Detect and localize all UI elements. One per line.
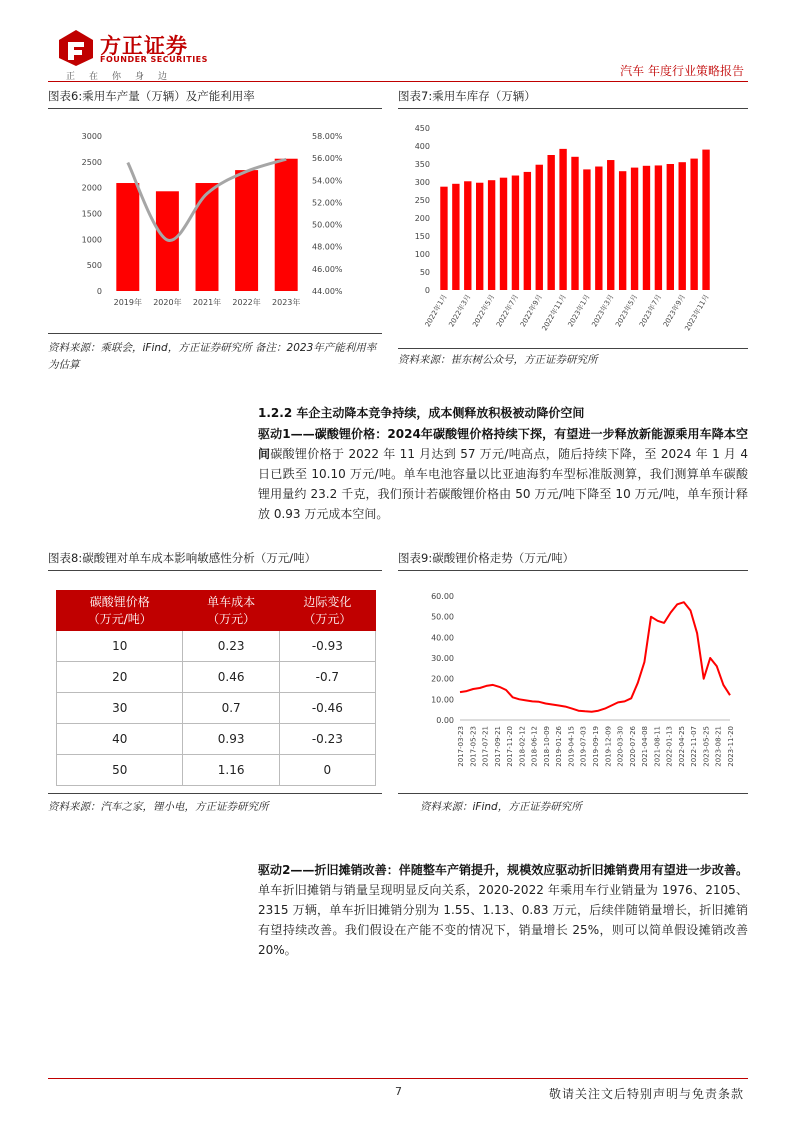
fig9-xtick: 2018-06-12 — [530, 726, 539, 767]
fig9-ytick: 40.00 — [431, 633, 454, 643]
fig6-ytick-left: 2000 — [81, 183, 102, 193]
fig6-ytick-right: 56.00% — [312, 154, 343, 164]
fig9-xtick: 2019-09-19 — [592, 726, 600, 767]
fig9-xtick: 2019-07-03 — [579, 726, 588, 767]
fig7-title: 图表7:乘用车库存（万辆） — [398, 89, 536, 103]
driver1-body: 碳酸锂价格于 2022 年 11 月达到 57 万元/吨高点，随后持续下降，至 2024 年 1 月 4 日已跌至 10.10 万元/吨。单车电池容量以比亚迪海豹车型标准版测算，我们测算单车碳酸锂用量约 23.2 千克，我们预计若碳酸锂价格由 50 万元/吨下降至 10 万元/吨，单车预计释放 0.93 万元成本空间。 — [258, 447, 748, 521]
fig7-bar — [440, 187, 447, 290]
fig7-xtick: 2022年7月 — [495, 293, 521, 329]
fig9-xtick: 2018-02-12 — [518, 726, 527, 767]
fig6-bar — [235, 170, 258, 291]
fig6-xtick: 2023年 — [272, 298, 301, 307]
table-row: 50 1.16 0 — [57, 755, 376, 786]
fig6-ytick-left: 0 — [96, 287, 102, 296]
fig9-ytick: 50.00 — [431, 612, 454, 622]
fig9-xtick: 2022-01-13 — [665, 726, 674, 767]
fig7-bar — [667, 164, 674, 290]
fig9-xtick: 2021-04-08 — [641, 726, 650, 767]
fig7-xtick: 2023年11月 — [683, 293, 711, 333]
fig8-source-rule — [48, 793, 382, 794]
section-title: 1.2.2 车企主动降本竞争持续，成本侧释放积极被动降价空间 — [258, 406, 585, 420]
fig7-bar — [452, 184, 459, 290]
driver2-paragraph — [258, 860, 748, 960]
fig7-bar — [536, 165, 543, 290]
fig7-bar — [679, 162, 686, 290]
fig9-title: 图表9:碳酸锂价格走势（万元/吨） — [398, 551, 575, 565]
fig7-ytick: 250 — [414, 196, 430, 205]
fig9-chart — [398, 584, 748, 789]
fig7-ytick: 50 — [419, 268, 430, 277]
fig6-bar — [275, 159, 298, 291]
fig7-bar — [702, 150, 709, 290]
fig7-bar — [655, 165, 662, 290]
fig9-ytick: 10.00 — [431, 695, 454, 705]
footer-disclaimer: 敬请关注文后特别声明与免责条款 — [548, 1087, 744, 1101]
driver2-body: 单车折旧摊销与销量呈现明显反向关系，2020-2022 年乘用车行业销量为 1976、2105、2315 万辆，单车折旧摊销分别为 1.55、1.13、0.83 万元，后续伴随销量增长，折旧摊销有望持续改善。我们假设在产能不变的情况下，销量增长 25%，则可以简单假设摊销改善 20%。 — [258, 883, 748, 957]
fig9-xtick: 2023-05-25 — [702, 726, 711, 767]
brand-name-en: FOUNDER SECURITIES — [100, 55, 208, 64]
fig7-bar — [547, 155, 554, 290]
lithium-sensitivity-table — [56, 590, 376, 786]
fig9-xtick: 2017-03-23 — [457, 726, 465, 767]
fig7-bar — [690, 159, 697, 290]
fig9-xtick: 2021-08-11 — [653, 726, 662, 767]
fig7-bar — [500, 178, 507, 290]
brand-name: 方正证券 — [100, 34, 188, 58]
fig6-bar — [116, 183, 139, 291]
fig7-ytick: 0 — [424, 286, 430, 295]
fig7-bar — [571, 157, 578, 290]
table-row: 40 0.93 -0.23 — [57, 724, 376, 755]
fig6-bar — [196, 183, 219, 291]
fig7-source-rule — [398, 348, 748, 349]
fig7-bar — [488, 180, 495, 290]
fig9-ytick: 60.00 — [431, 592, 454, 601]
fig7-bar — [476, 183, 483, 290]
fig6-ytick-left: 1500 — [81, 209, 102, 219]
fig9-xtick: 2017-05-23 — [469, 726, 478, 767]
fig6-ytick-left: 3000 — [81, 132, 102, 141]
table-row: 30 0.7 -0.46 — [57, 693, 376, 724]
fig7-bar — [524, 172, 531, 290]
fig6-xtick: 2020年 — [153, 298, 182, 307]
col-header-price: 碳酸锂价格 （万元/吨） — [57, 591, 183, 631]
fig6-ytick-left: 500 — [86, 261, 102, 271]
fig7-bar — [583, 169, 590, 290]
fig7-bar — [595, 167, 602, 290]
fig6-title-rule — [48, 108, 382, 109]
report-tag: 汽车 年度行业策略报告 — [620, 64, 744, 78]
fig6-xtick: 2019年 — [113, 298, 142, 307]
fig9-xtick: 2019-01-26 — [555, 726, 564, 767]
driver2-lead: 驱动2——折旧摊销改善：伴随整车产销提升，规模效应驱动折旧摊销费用有望进一步改善。 — [258, 863, 748, 877]
fig7-bar — [559, 149, 566, 290]
fig9-xtick: 2023-11-20 — [727, 726, 735, 767]
fig6-source: 资料来源：乘联会，iFind，方正证券研究所 备注：2023年产能利用率为估算 — [48, 342, 377, 371]
fig9-xtick: 2017-09-21 — [493, 726, 502, 767]
fig6-ytick-left: 1000 — [81, 235, 102, 245]
fig8-title: 图表8:碳酸锂对单车成本影响敏感性分析（万元/吨） — [48, 551, 317, 565]
fig8-title-rule — [48, 570, 382, 571]
fig9-xtick: 2017-07-21 — [481, 726, 490, 767]
fig7-xtick: 2022年5月 — [471, 293, 497, 329]
brand-tagline: 正在你身边 — [66, 72, 182, 82]
fig7-xtick: 2023年7月 — [638, 293, 664, 329]
fig7-xtick: 2023年9月 — [661, 293, 687, 329]
table-row: 20 0.46 -0.7 — [57, 662, 376, 693]
footer-divider — [48, 1078, 748, 1079]
fig7-ytick: 150 — [414, 232, 430, 241]
fig6-chart — [48, 120, 382, 320]
header-divider — [48, 81, 748, 82]
fig7-bar — [631, 168, 638, 290]
fig7-bar — [643, 166, 650, 290]
fig9-title-rule — [398, 570, 748, 571]
fig9-xtick: 2022-04-25 — [677, 726, 686, 767]
fig9-xtick: 2020-07-26 — [628, 726, 637, 767]
fig7-ytick: 400 — [414, 142, 430, 151]
fig7-xtick: 2023年5月 — [614, 293, 640, 329]
page-number: 7 — [395, 1085, 402, 1098]
fig9-source: 资料来源：iFind，方正证券研究所 — [420, 801, 582, 813]
fig9-xtick: 2022-11-07 — [690, 726, 699, 767]
fig7-xtick: 2022年3月 — [447, 293, 473, 329]
fig7-title-rule — [398, 108, 748, 109]
fig6-ytick-right: 50.00% — [312, 220, 343, 230]
fig7-bar — [607, 160, 614, 290]
fig7-chart — [398, 118, 748, 343]
fig6-source-rule — [48, 333, 382, 334]
fig7-xtick: 2022年11月 — [540, 293, 568, 333]
fig9-ytick: 0.00 — [436, 716, 454, 725]
fig7-ytick: 350 — [414, 160, 430, 169]
fig7-xtick: 2022年1月 — [423, 293, 449, 329]
fig7-ytick: 100 — [414, 250, 430, 259]
table-row: 10 0.23 -0.93 — [57, 631, 376, 662]
founder-logo-icon — [56, 28, 96, 68]
fig7-ytick: 200 — [414, 214, 430, 223]
fig9-price-line — [460, 602, 730, 712]
fig9-xtick: 2019-12-09 — [604, 726, 613, 767]
fig6-xtick: 2022年 — [232, 298, 261, 307]
fig9-xtick: 2019-04-15 — [567, 726, 576, 767]
col-header-change: 边际变化 （万元） — [279, 591, 375, 631]
driver1-paragraph — [258, 424, 748, 524]
fig6-ytick-right: 44.00% — [312, 287, 343, 296]
fig6-ytick-right: 48.00% — [312, 242, 343, 252]
fig9-source-rule — [398, 793, 748, 794]
fig6-ytick-left: 2500 — [81, 157, 102, 167]
fig9-ytick: 20.00 — [431, 674, 454, 684]
fig9-xtick: 2023-08-21 — [714, 726, 723, 767]
fig9-xtick: 2018-10-09 — [542, 726, 551, 767]
fig6-ytick-right: 58.00% — [312, 132, 343, 141]
fig7-bar — [619, 171, 626, 290]
fig7-xtick: 2023年3月 — [590, 293, 616, 329]
fig9-xtick: 2017-11-20 — [506, 726, 515, 767]
fig8-source: 资料来源：汽车之家，锂小电，方正证券研究所 — [48, 801, 269, 813]
fig7-xtick: 2022年9月 — [518, 293, 544, 329]
fig7-bar — [512, 176, 519, 290]
driver1-lead: 驱动1——碳酸锂价格：2024年碳酸锂价格持续下探，有望进一步释放新能源乘用车降本空间 — [258, 427, 748, 461]
fig6-xtick: 2021年 — [192, 298, 222, 307]
col-header-cost: 单车成本 （万元） — [183, 591, 279, 631]
fig6-title: 图表6:乘用车产量（万辆）及产能利用率 — [48, 89, 255, 103]
fig6-ytick-right: 52.00% — [312, 198, 343, 208]
fig6-ytick-right: 54.00% — [312, 176, 343, 186]
table-header-row — [57, 591, 376, 631]
fig7-bar — [464, 181, 471, 290]
fig9-xtick: 2020-03-30 — [616, 726, 625, 767]
fig6-ytick-right: 46.00% — [312, 264, 343, 274]
fig9-ytick: 30.00 — [431, 654, 454, 663]
fig7-xtick: 2023年1月 — [566, 293, 592, 329]
fig7-ytick: 450 — [414, 124, 430, 133]
fig7-ytick: 300 — [414, 178, 430, 187]
fig7-source: 资料来源：崔东树公众号，方正证券研究所 — [398, 354, 598, 366]
